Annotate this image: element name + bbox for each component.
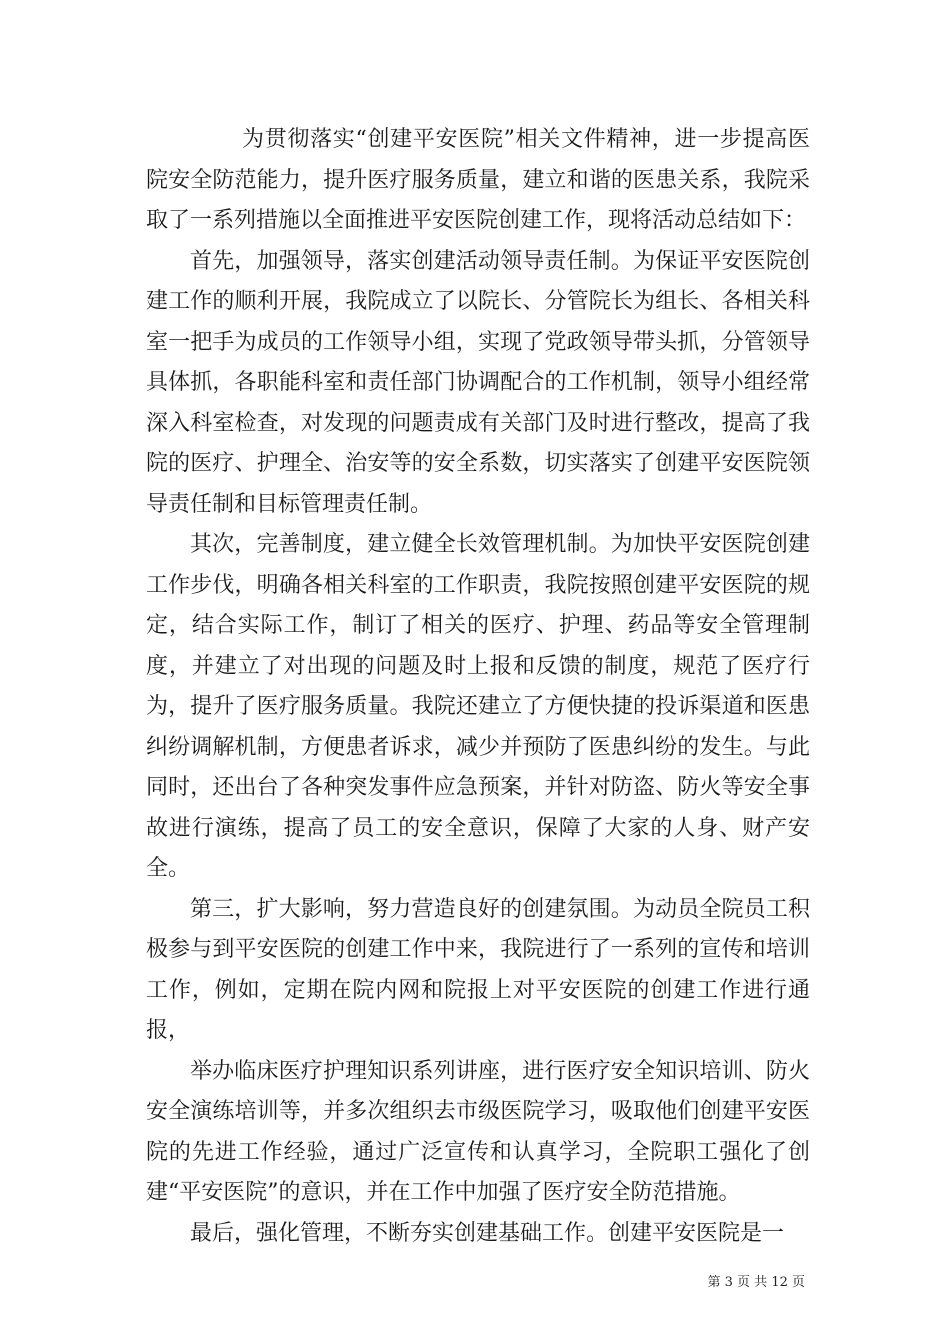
document-body bbox=[146, 120, 810, 1254]
paragraph-training: 举办临床医疗护理知识系列讲座，进行医疗安全知识培训、防火安全演练培训等，并多次组织去市级医院学习，吸取他们创建平安医院的先进工作经验，通过广泛宣传和认真学习，全院职工强化了创建“平安医院”的意识，并在工作中加强了医疗安全防范措施。 bbox=[146, 1058, 810, 1205]
page-number-footer: 第 3 页 共 12 页 bbox=[707, 1275, 805, 1290]
paragraph-management: 最后，强化管理，不断夯实创建基础工作。创建平安医院是一 bbox=[190, 1220, 785, 1246]
paragraph-leadership: 首先，加强领导，落实创建活动领导责任制。为保证平安医院创建工作的顺利开展，我院成立了以院长、分管院长为组长、各相关科室一把手为成员的工作领导小组，实现了党政领导带头抓，分管领导具体抓，各职能科室和责任部门协调配合的工作机制，领导小组经常深入科室检查，对发现的问题责成有关部门及时进行整改，提高了我院的医疗、护理全、治安等的安全系数，切实落实了创建平安医院领导责任制和目标管理责任制。 bbox=[146, 248, 810, 517]
paragraph-publicity: 第三，扩大影响，努力营造良好的创建氛围。为动员全院员工积极参与到平安医院的创建工作中来，我院进行了一系列的宣传和培训工作，例如，定期在院内网和院报上对平安医院的创建工作进行通报， bbox=[146, 896, 810, 1043]
paragraph-system: 其次，完善制度，建立健全长效管理机制。为加快平安医院创建工作步伐，明确各相关科室的工作职责，我院按照创建平安医院的规定，结合实际工作，制订了相关的医疗、护理、药品等安全管理制度，并建立了对出现的问题及时上报和反馈的制度，规范了医疗行为，提升了医疗服务质量。我院还建立了方便快捷的投诉渠道和医患纠纷调解机制，方便患者诉求，减少并预防了医患纠纷的发生。与此同时，还出台了各种突发事件应急预案，并针对防盗、防火等安全事故进行演练，提高了员工的安全意识，保障了大家的人身、财产安全。 bbox=[146, 532, 810, 881]
paragraph-intro: 为贯彻落实“创建平安医院”相关文件精神，进一步提高医院安全防范能力，提升医疗服务质量，建立和谐的医患关系，我院采取了一系列措施以全面推进平安医院创建工作，现将活动总结如下： bbox=[146, 127, 810, 233]
